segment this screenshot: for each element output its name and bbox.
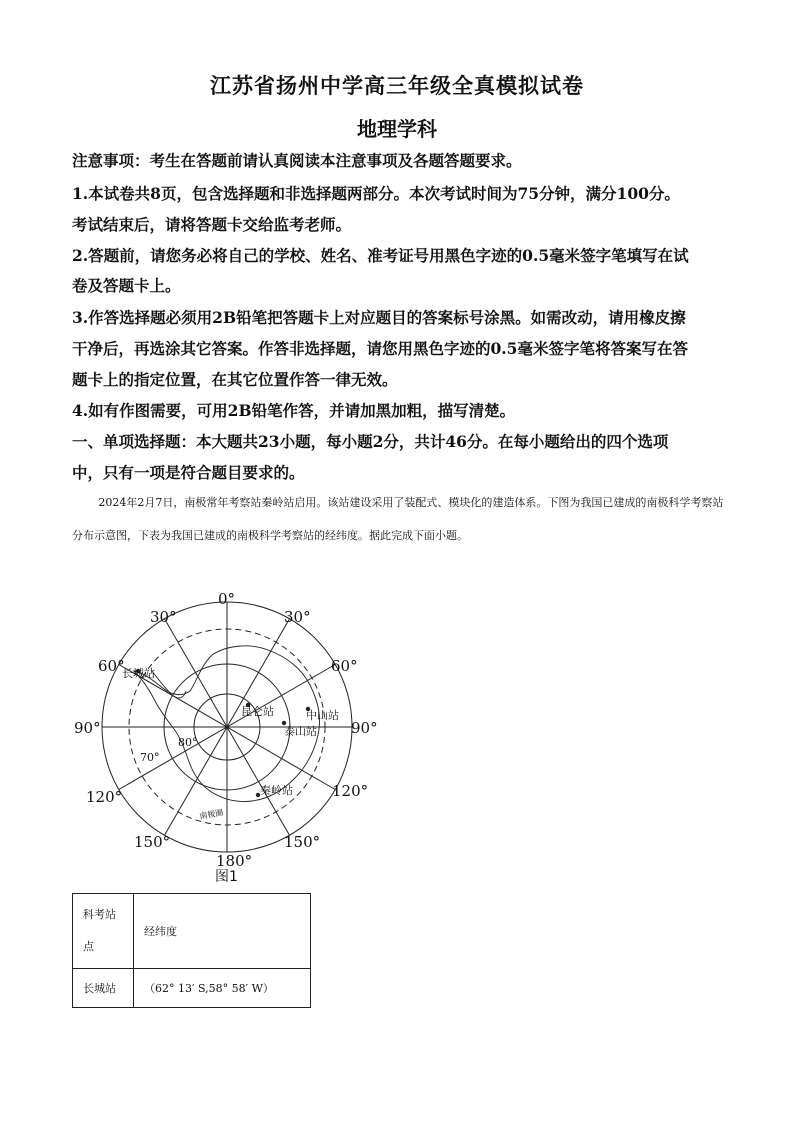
lon-label-90e: 90° — [351, 719, 378, 737]
station-label-taishan: 泰山站 — [284, 725, 317, 738]
note-line: 卷及答题卡上。 — [72, 276, 181, 295]
lon-label-60w: 60° — [98, 657, 125, 675]
note-line: 题卡上的指定位置，在其它位置作答一律无效。 — [72, 370, 398, 389]
header-line: 科考站 — [83, 908, 116, 921]
lon-label-60e: 60° — [331, 657, 358, 675]
lon-label-180: 180° — [216, 852, 253, 870]
figure-caption: 图1 — [215, 869, 238, 885]
header-line: 点 — [83, 940, 94, 953]
lon-label-150w: 150° — [134, 833, 171, 851]
note-line: 干净后，再选涂其它答案。作答非选择题，请您用黑色字迹的0.5毫米签字笔将答案写在答 — [72, 339, 688, 358]
lon-label-150e: 150° — [284, 833, 321, 851]
table-header-station — [73, 894, 134, 969]
lon-label-120e: 120° — [332, 782, 369, 800]
section-heading: 一、单项选择题：本大题共23小题，每小题2分，共计46分。在每小题给出的四个选项 — [72, 432, 669, 451]
lon-label-0: 0° — [218, 590, 236, 608]
lat-label-80: 80° — [178, 736, 198, 749]
table-row — [73, 969, 311, 1008]
exam-title: 江苏省扬州中学高三年级全真模拟试卷 — [210, 73, 584, 98]
station-coordinates-table — [72, 893, 311, 1008]
subject-title: 地理学科 — [357, 117, 437, 141]
lat-label-70: 70° — [140, 751, 160, 764]
lon-label-120w: 120° — [86, 788, 123, 806]
station-label-kunlun: 昆仑站 — [241, 705, 274, 718]
section-heading: 中，只有一项是符合题目要求的。 — [72, 463, 305, 482]
table-header-coords: 经纬度 — [134, 894, 311, 969]
note-line: 2.答题前，请您务必将自己的学校、姓名、准考证号用黑色字迹的0.5毫米签字笔填写在试 — [72, 246, 689, 265]
question-intro: 2024年2月7日，南极常年考察站秦岭站启用。该站建设采用了装配式、模块化的建造体系。下图为我国已建成的南极科学考察站分布示意图，下表为我国已建成的南极科学考察站的经纬度。据此完成下面小题。 — [72, 496, 724, 542]
lon-label-90w: 90° — [74, 719, 101, 737]
lon-label-30e: 30° — [284, 608, 311, 626]
table-cell-station: 长城站 — [73, 969, 134, 1008]
station-label-changcheng: 长城站 — [122, 667, 155, 680]
lon-label-30w: 30° — [150, 608, 177, 626]
station-label-qinling: 秦岭站 — [260, 784, 293, 797]
table-header-row — [73, 894, 311, 969]
note-line: 3.作答选择题必须用2B铅笔把答题卡上对应题目的答案标号涂黑。如需改动，请用橡皮擦 — [72, 308, 686, 327]
table-cell-coords: （62° 13′ S,58° 58′ W） — [134, 969, 311, 1008]
station-label-zhongshan: 中山站 — [306, 709, 339, 722]
note-line: 4.如有作图需要，可用2B铅笔作答，并请加黑加粗，描写清楚。 — [72, 401, 516, 420]
antarctic-stations-map — [72, 585, 382, 875]
note-line: 1.本试卷共8页，包含选择题和非选择题两部分。本次考试时间为75分钟，满分100分。 — [72, 184, 680, 203]
note-line: 考试结束后，请将答题卡交给监考老师。 — [72, 215, 352, 234]
note-line: 注意事项：考生在答题前请认真阅读本注意事项及各题答题要求。 — [72, 151, 522, 170]
antarctic-circle-label: 南极圈 — [198, 807, 224, 821]
